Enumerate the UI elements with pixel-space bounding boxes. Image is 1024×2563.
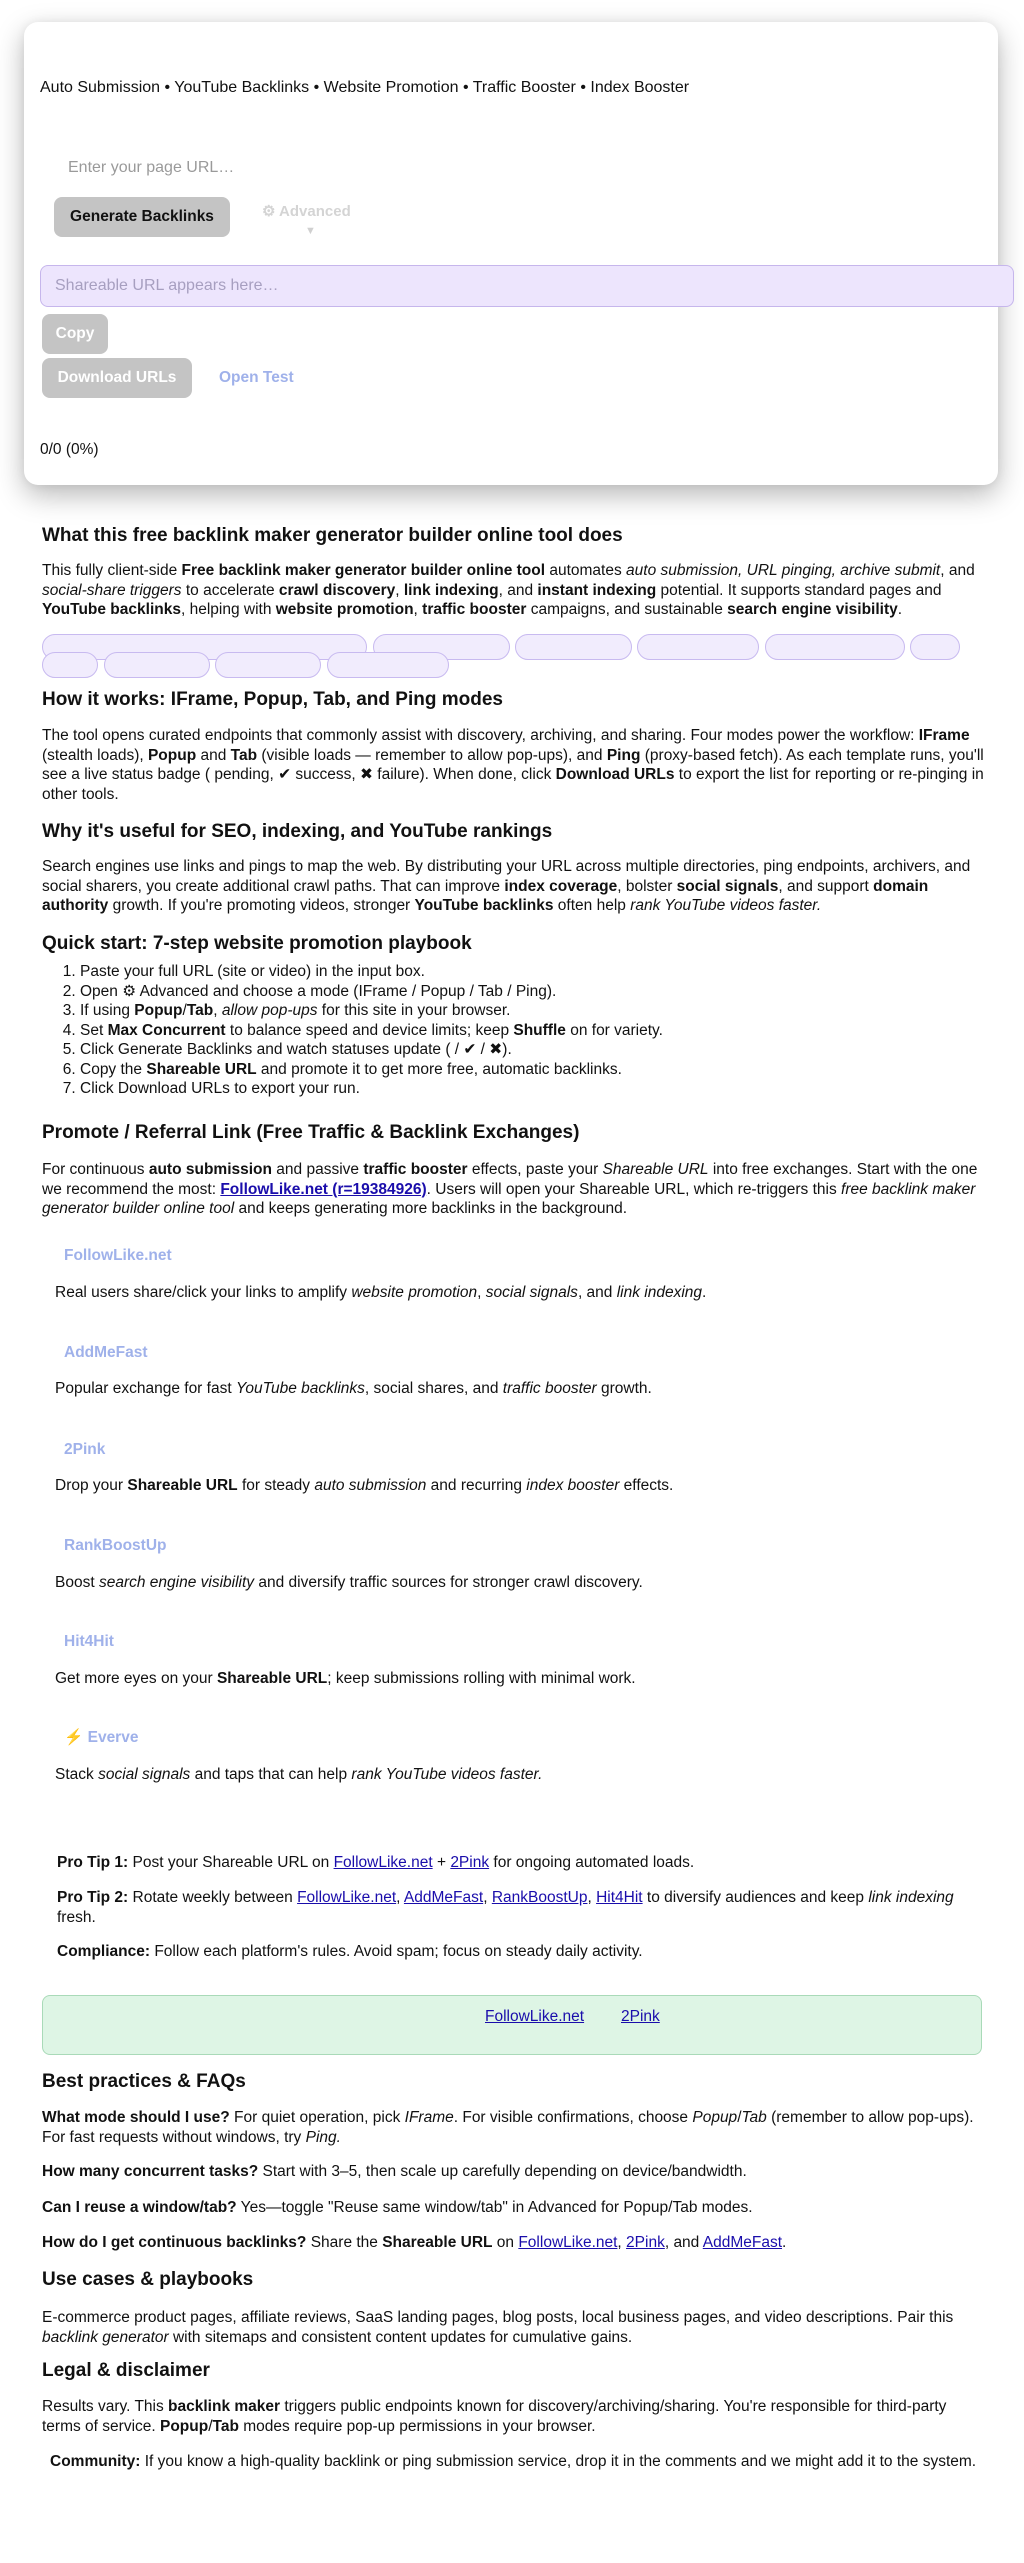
tip-link-hit4hit[interactable]: Hit4Hit bbox=[596, 1889, 643, 1906]
faq-item: Can I reuse a window/tab? Yes—toggle "Reuse same window/tab" in Advanced for Popup/Tab modes. bbox=[42, 2199, 753, 2216]
faq-item: What mode should I use? For quiet operation, pick IFrame. For visible confirmations, choose Popup/Tab (remember to allow pop-ups). For fast requests without windows, try Ping. bbox=[42, 2109, 974, 2146]
copy-button[interactable]: Copy bbox=[42, 314, 108, 354]
quick-link-2pink[interactable]: 2Pink bbox=[621, 2008, 660, 2025]
list-item: 7. Click Download URLs to export your run. bbox=[80, 1079, 980, 1099]
tip-link-addmefast[interactable]: AddMeFast bbox=[403, 1889, 484, 1906]
section-title-why: Why it's useful for SEO, indexing, and YouTube rankings bbox=[42, 821, 553, 842]
faq-item: How many concurrent tasks? Start with 3–5, then scale up carefully depending on device/bandwidth. bbox=[42, 2163, 747, 2180]
template-badge bbox=[637, 634, 759, 660]
template-badge bbox=[327, 652, 449, 678]
page-url-input[interactable] bbox=[40, 144, 640, 192]
quickstart-steps bbox=[42, 962, 980, 1099]
usecases-paragraph: E-commerce product pages, affiliate reviews, SaaS landing pages, blog posts, local business pages, and video descriptions. Pair this backlink generator with sitemaps and consistent content updates for cumulative gains. bbox=[42, 2309, 954, 2346]
community-note: Community: If you know a high-quality backlink or ping submission service, drop it in the comments and we might add it to the system. bbox=[50, 2453, 977, 2470]
quick-link-followlike[interactable]: FollowLike.net bbox=[485, 2008, 585, 2025]
list-item: 1. Paste your full URL (site or video) in the input box. bbox=[80, 962, 980, 982]
template-badge bbox=[215, 652, 321, 678]
site-link-hit4hit[interactable]: Hit4Hit bbox=[64, 1633, 114, 1650]
quick-links-box bbox=[42, 1995, 982, 2055]
site-desc-addmefast: Popular exchange for fast YouTube backlinks, social shares, and traffic booster growth. bbox=[55, 1380, 652, 1397]
site-desc-followlike: Real users share/click your links to amplify website promotion, social signals, and link indexing. bbox=[55, 1284, 707, 1301]
faq-link-addmefast[interactable]: AddMeFast bbox=[702, 2234, 783, 2251]
site-link-addmefast[interactable]: AddMeFast bbox=[64, 1344, 148, 1361]
followlike-referral-link[interactable]: FollowLike.net (r=19384926) bbox=[220, 1180, 427, 1198]
template-badge bbox=[910, 634, 960, 660]
template-badge bbox=[104, 652, 210, 678]
faq-link-followlike[interactable]: FollowLike.net bbox=[518, 2234, 618, 2251]
pro-tip-1: Pro Tip 1: Post your Shareable URL on FollowLike.net + 2Pink for ongoing automated loads. bbox=[57, 1854, 695, 1871]
tip-link-rankboostup[interactable]: RankBoostUp bbox=[491, 1889, 588, 1906]
site-desc-everve: Stack social signals and taps that can help rank YouTube videos faster. bbox=[55, 1766, 543, 1783]
section-title-legal: Legal & disclaimer bbox=[42, 2360, 210, 2381]
list-item: 5. Click Generate Backlinks and watch statuses update ( / ✔ / ✖). bbox=[80, 1040, 980, 1060]
list-item: 4. Set Max Concurrent to balance speed and device limits; keep Shuffle on for variety. bbox=[80, 1021, 980, 1041]
progress-counter: 0/0 (0%) bbox=[40, 441, 99, 458]
site-desc-2pink: Drop your Shareable URL for steady auto submission and recurring index booster effects. bbox=[55, 1477, 674, 1494]
site-link-everve[interactable]: ⚡ Everve bbox=[64, 1729, 139, 1746]
why-paragraph: Search engines use links and pings to map the web. By distributing your URL across multiple directories, ping endpoints, archivers, and social sharers, you create additional crawl paths. That can improve index coverage, bolster social signals, and support domain authority growth. If you're promoting videos, stronger YouTube backlinks often help rank YouTube videos faster. bbox=[42, 858, 971, 914]
section-title-promote: Promote / Referral Link (Free Traffic & Backlink Exchanges) bbox=[42, 1122, 580, 1143]
list-item: 6. Copy the Shareable URL and promote it to get more free, automatic backlinks. bbox=[80, 1060, 980, 1080]
how-paragraph: The tool opens curated endpoints that commonly assist with discovery, archiving, and sharing. Four modes power the workflow: IFrame (stealth loads), Popup and Tab (visible loads — remember to allow pop-ups), and Ping (proxy-based fetch). As each template runs, you'll see a live status badge ( pending, ✔ success, ✖ failure). When done, click Download URLs to export the list for reporting or re-pinging in other tools. bbox=[42, 727, 984, 803]
shareable-url-field[interactable] bbox=[40, 265, 1014, 307]
template-badges bbox=[42, 628, 972, 678]
template-badge bbox=[42, 652, 98, 678]
generate-backlinks-button[interactable]: Generate Backlinks bbox=[54, 197, 230, 237]
tip-link-2pink[interactable]: 2Pink bbox=[450, 1854, 490, 1871]
pro-tip-2: Pro Tip 2: Rotate weekly between FollowLike.net, AddMeFast, RankBoostUp, Hit4Hit to diversify audiences and keep link indexing fresh. bbox=[57, 1889, 954, 1926]
template-badge bbox=[515, 634, 632, 660]
faq-link-2pink[interactable]: 2Pink bbox=[626, 2234, 665, 2251]
site-link-2pink[interactable]: 2Pink bbox=[64, 1441, 106, 1458]
backlink-tool-card bbox=[24, 22, 998, 485]
tip-link-followlike[interactable]: FollowLike.net bbox=[297, 1889, 397, 1906]
promote-paragraph: For continuous auto submission and passive traffic booster effects, paste your Shareable URL into free exchanges. Start with the one we recommend the most: FollowLike.net (r=19384926). Users will open your Shareable URL, which re-triggers this free backlink maker generator builder online tool and keeps generating more backlinks in the background. bbox=[42, 1161, 978, 1217]
section-title-intro: What this free backlink maker generator builder online tool does bbox=[42, 525, 623, 546]
list-item: 2. Open ⚙ Advanced and choose a mode (IFrame / Popup / Tab / Ping). bbox=[80, 982, 980, 1002]
section-title-how: How it works: IFrame, Popup, Tab, and Ping modes bbox=[42, 689, 503, 710]
advanced-toggle[interactable]: ⚙ Advanced bbox=[262, 203, 351, 220]
tip-link-followlike[interactable]: FollowLike.net bbox=[333, 1854, 433, 1871]
intro-paragraph: This fully client-side Free backlink maker generator builder online tool automates auto submission, URL pinging, archive submit, and social-share triggers to accelerate crawl discovery, link indexing, and instant indexing potential. It supports standard pages and YouTube backlinks, helping with website promotion, traffic booster campaigns, and sustainable search engine visibility. bbox=[42, 562, 975, 618]
site-desc-hit4hit: Get more eyes on your Shareable URL; keep submissions rolling with minimal work. bbox=[55, 1670, 636, 1687]
site-link-rankboostup[interactable]: RankBoostUp bbox=[64, 1537, 167, 1554]
open-test-link[interactable]: Open Test bbox=[219, 369, 294, 386]
site-desc-rankboostup: Boost search engine visibility and diversify traffic sources for stronger crawl discovery. bbox=[55, 1574, 643, 1591]
download-urls-button[interactable]: Download URLs bbox=[42, 358, 192, 398]
faq-item: How do I get continuous backlinks? Share the Shareable URL on FollowLike.net, 2Pink, and AddMeFast. bbox=[42, 2234, 787, 2251]
legal-paragraph: Results vary. This backlink maker triggers public endpoints known for discovery/archiving/sharing. You're responsible for third-party terms of service. Popup/Tab modes require pop-up permissions in your browser. bbox=[42, 2398, 947, 2435]
section-title-usecases: Use cases & playbooks bbox=[42, 2269, 254, 2290]
chevron-down-icon[interactable]: ▼ bbox=[305, 225, 316, 237]
compliance-note: Compliance: Follow each platform's rules. Avoid spam; focus on steady daily activity. bbox=[57, 1943, 643, 1960]
section-title-faq: Best practices & FAQs bbox=[42, 2071, 246, 2092]
list-item: 3. If using Popup/Tab, allow pop-ups for this site in your browser. bbox=[80, 1001, 980, 1021]
template-badge bbox=[765, 634, 905, 660]
tool-tagline: Auto Submission • YouTube Backlinks • Website Promotion • Traffic Booster • Index Booster bbox=[40, 79, 690, 96]
section-title-quickstart: Quick start: 7-step website promotion playbook bbox=[42, 933, 472, 954]
site-link-followlike[interactable]: FollowLike.net bbox=[64, 1247, 172, 1264]
